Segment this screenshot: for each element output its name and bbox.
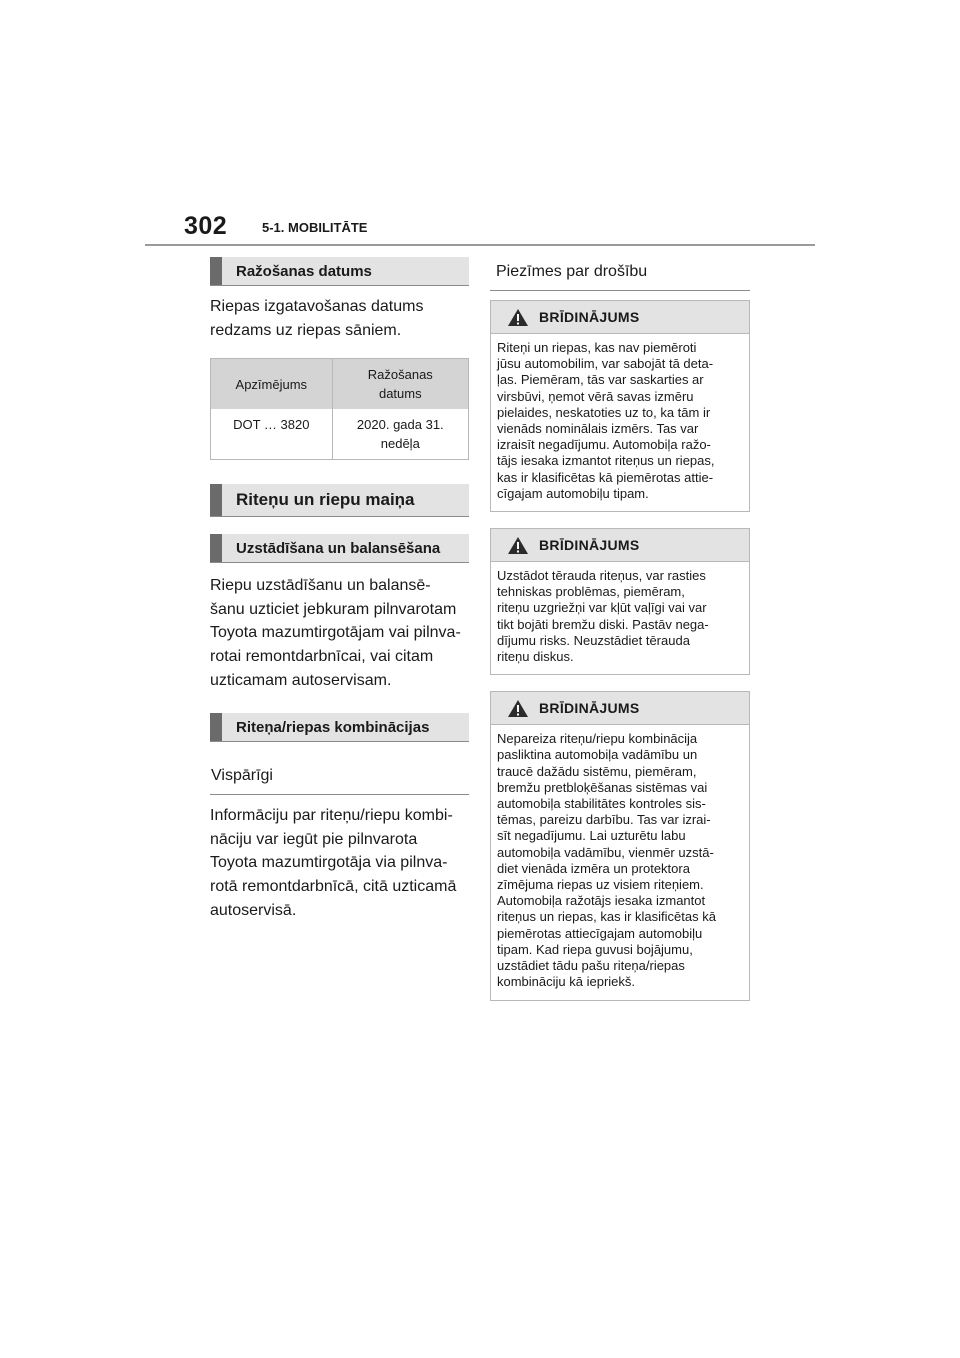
text-line: Toyota mazumtirgotāja via pilnva- xyxy=(210,854,448,872)
left-column xyxy=(210,257,469,922)
text-line: pasliktina automobiļa vadāmību un xyxy=(497,747,698,763)
text-line: Riteņi un riepas, kas nav piemēroti xyxy=(497,340,697,355)
text-line: riteņus un riepas, kas ir klasificētas kā xyxy=(497,909,716,925)
text-line: redzams uz riepas sāniem. xyxy=(210,321,402,339)
heading-installation xyxy=(210,534,469,563)
table-header-designation: Apzīmējums xyxy=(235,376,308,392)
safety-notes-heading: Piezīmes par drošību xyxy=(490,257,750,291)
text-line: Uzstādot tērauda riteņus, var rasties xyxy=(497,568,706,584)
table-row xyxy=(211,409,469,460)
heading-marker xyxy=(210,484,222,516)
heading-marker xyxy=(210,534,222,562)
table-cell-date xyxy=(332,409,468,460)
text-line: Riepas izgatavošanas datums xyxy=(210,298,424,315)
text-line: autoservisā. xyxy=(210,901,297,919)
text-line: diet vienāda izmēra un protektora xyxy=(497,860,690,876)
warning-text xyxy=(491,562,749,674)
text-line: tikt bojāti bremžu diski. Pastāv nega- xyxy=(497,616,709,632)
heading-wheel-tire-change-label: Riteņu un riepu maiņa xyxy=(236,490,415,510)
section-title: 5-1. MOBILITĀTE xyxy=(262,220,368,235)
text-line: rotai remontdarbnīcai, vai citam xyxy=(210,647,434,665)
text-line: tipam. Kad riepa guvusi bojājumu, xyxy=(497,941,693,957)
text-line: nāciju var iegūt pie pilnvarota xyxy=(210,830,418,848)
text-line: piemērotas attiecīgajam automobiļu xyxy=(497,925,703,941)
warning-box xyxy=(490,691,750,1000)
warning-text xyxy=(491,725,749,999)
heading-combinations xyxy=(210,713,469,742)
text-line: jūsu automobilim, var sabojāt tā deta- xyxy=(497,356,714,372)
text-line: riteņu uzgriežņi var kļūt vaļīgi vai var xyxy=(497,600,707,616)
heading-wheel-tire-change xyxy=(210,484,469,517)
heading-installation-label: Uzstādīšana un balansēšana xyxy=(236,539,441,557)
text-line: traucē dažādu sistēmu, piemēram, xyxy=(497,763,697,779)
table-cell-dot-code: DOT … 3820 xyxy=(233,417,310,433)
header-divider xyxy=(145,244,815,246)
page-number: 302 xyxy=(184,212,228,240)
warning-text xyxy=(491,334,749,511)
text-line: Toyota mazumtirgotājam vai pilnva- xyxy=(210,624,461,642)
text-line: tājs iesaka izmantot riteņus un riepas, xyxy=(497,453,715,469)
production-date-table xyxy=(210,358,469,460)
warning-title: BRĪDINĀJUMS xyxy=(539,700,640,717)
text-line: riteņu diskus. xyxy=(497,649,574,665)
subheading-general: Vispārīgi xyxy=(210,767,469,795)
text-line: Riepu uzstādīšanu un balansē- xyxy=(210,577,431,595)
warning-header xyxy=(491,692,749,725)
text-line: cīgajam automobiļu tipam. xyxy=(497,485,649,501)
text-line: ļas. Piemēram, tās var saskarties ar xyxy=(497,372,704,388)
warning-header xyxy=(491,301,749,334)
text-line: Automobiļa ražotājs iesaka izmantot xyxy=(497,893,706,909)
table-header-row xyxy=(211,359,469,410)
text-line: automobiļa stabilitātes kontroles sis- xyxy=(497,796,706,812)
text-line: tehniskas problēmas, piemēram, xyxy=(497,584,685,600)
heading-production-date xyxy=(210,257,469,286)
warning-triangle-icon xyxy=(507,308,529,327)
heading-marker xyxy=(210,713,222,741)
table-cell-line: nedēļa xyxy=(380,436,420,452)
text-line: šanu uzticiet jebkuram pilnvarotam xyxy=(210,600,457,618)
text-line: bremžu pretbloķēšanas sistēmas vai xyxy=(497,779,708,795)
heading-marker xyxy=(210,257,222,285)
text-line: Informāciju par riteņu/riepu kombi- xyxy=(210,807,453,825)
text-line: vienāds nominālais izmērs. Tas var xyxy=(497,421,699,437)
installation-paragraph xyxy=(210,574,469,692)
right-column xyxy=(490,257,750,1001)
text-line: virsbūvi, ņemot vērā savas izmēru xyxy=(497,388,694,404)
text-line: zīmējuma riepas uz visiem riteņiem. xyxy=(497,877,704,893)
table-cell-line: 2020. gada 31. xyxy=(356,417,444,433)
table-header-line: Ražošanas xyxy=(367,367,433,383)
production-paragraph xyxy=(210,295,469,342)
text-line: tēmas, pareizu darbību. Tas var izrai- xyxy=(497,812,711,828)
general-paragraph xyxy=(210,804,469,922)
warning-triangle-icon xyxy=(507,536,529,555)
warning-triangle-icon xyxy=(507,699,529,718)
text-line: pielaides, neskatoties uz to, ka tām ir xyxy=(497,404,711,420)
text-line: dījumu risks. Neuzstādiet tērauda xyxy=(497,632,690,648)
table-header-production-date xyxy=(332,359,468,410)
heading-combinations-label: Riteņa/riepas kombinācijas xyxy=(236,718,430,736)
text-line: kombināciju kā iepriekš. xyxy=(497,974,636,990)
heading-production-date-label: Ražošanas datums xyxy=(236,262,372,280)
warning-box xyxy=(490,528,750,675)
warning-title: BRĪDINĀJUMS xyxy=(539,537,640,554)
text-line: uzstādiet tādu pašu riteņa/riepas xyxy=(497,958,685,974)
text-line: uzticamam autoservisam. xyxy=(210,671,392,689)
text-line: rotā remontdarbnīcā, citā uzticamā xyxy=(210,877,457,895)
warning-title: BRĪDINĀJUMS xyxy=(539,309,640,325)
text-line: automobiļa vadāmību, vienmēr uzstā- xyxy=(497,844,714,860)
text-line: Nepareiza riteņu/riepu kombinācija xyxy=(497,731,698,747)
table-header-line: datums xyxy=(378,386,422,402)
warning-box xyxy=(490,300,750,512)
warning-header xyxy=(491,529,749,562)
text-line: izraisīt negadījumu. Automobiļa ražo- xyxy=(497,437,711,453)
text-line: kas ir klasificētas kā piemērotas attie- xyxy=(497,469,714,485)
text-line: sīt negadījumu. Lai uzturētu labu xyxy=(497,828,686,844)
